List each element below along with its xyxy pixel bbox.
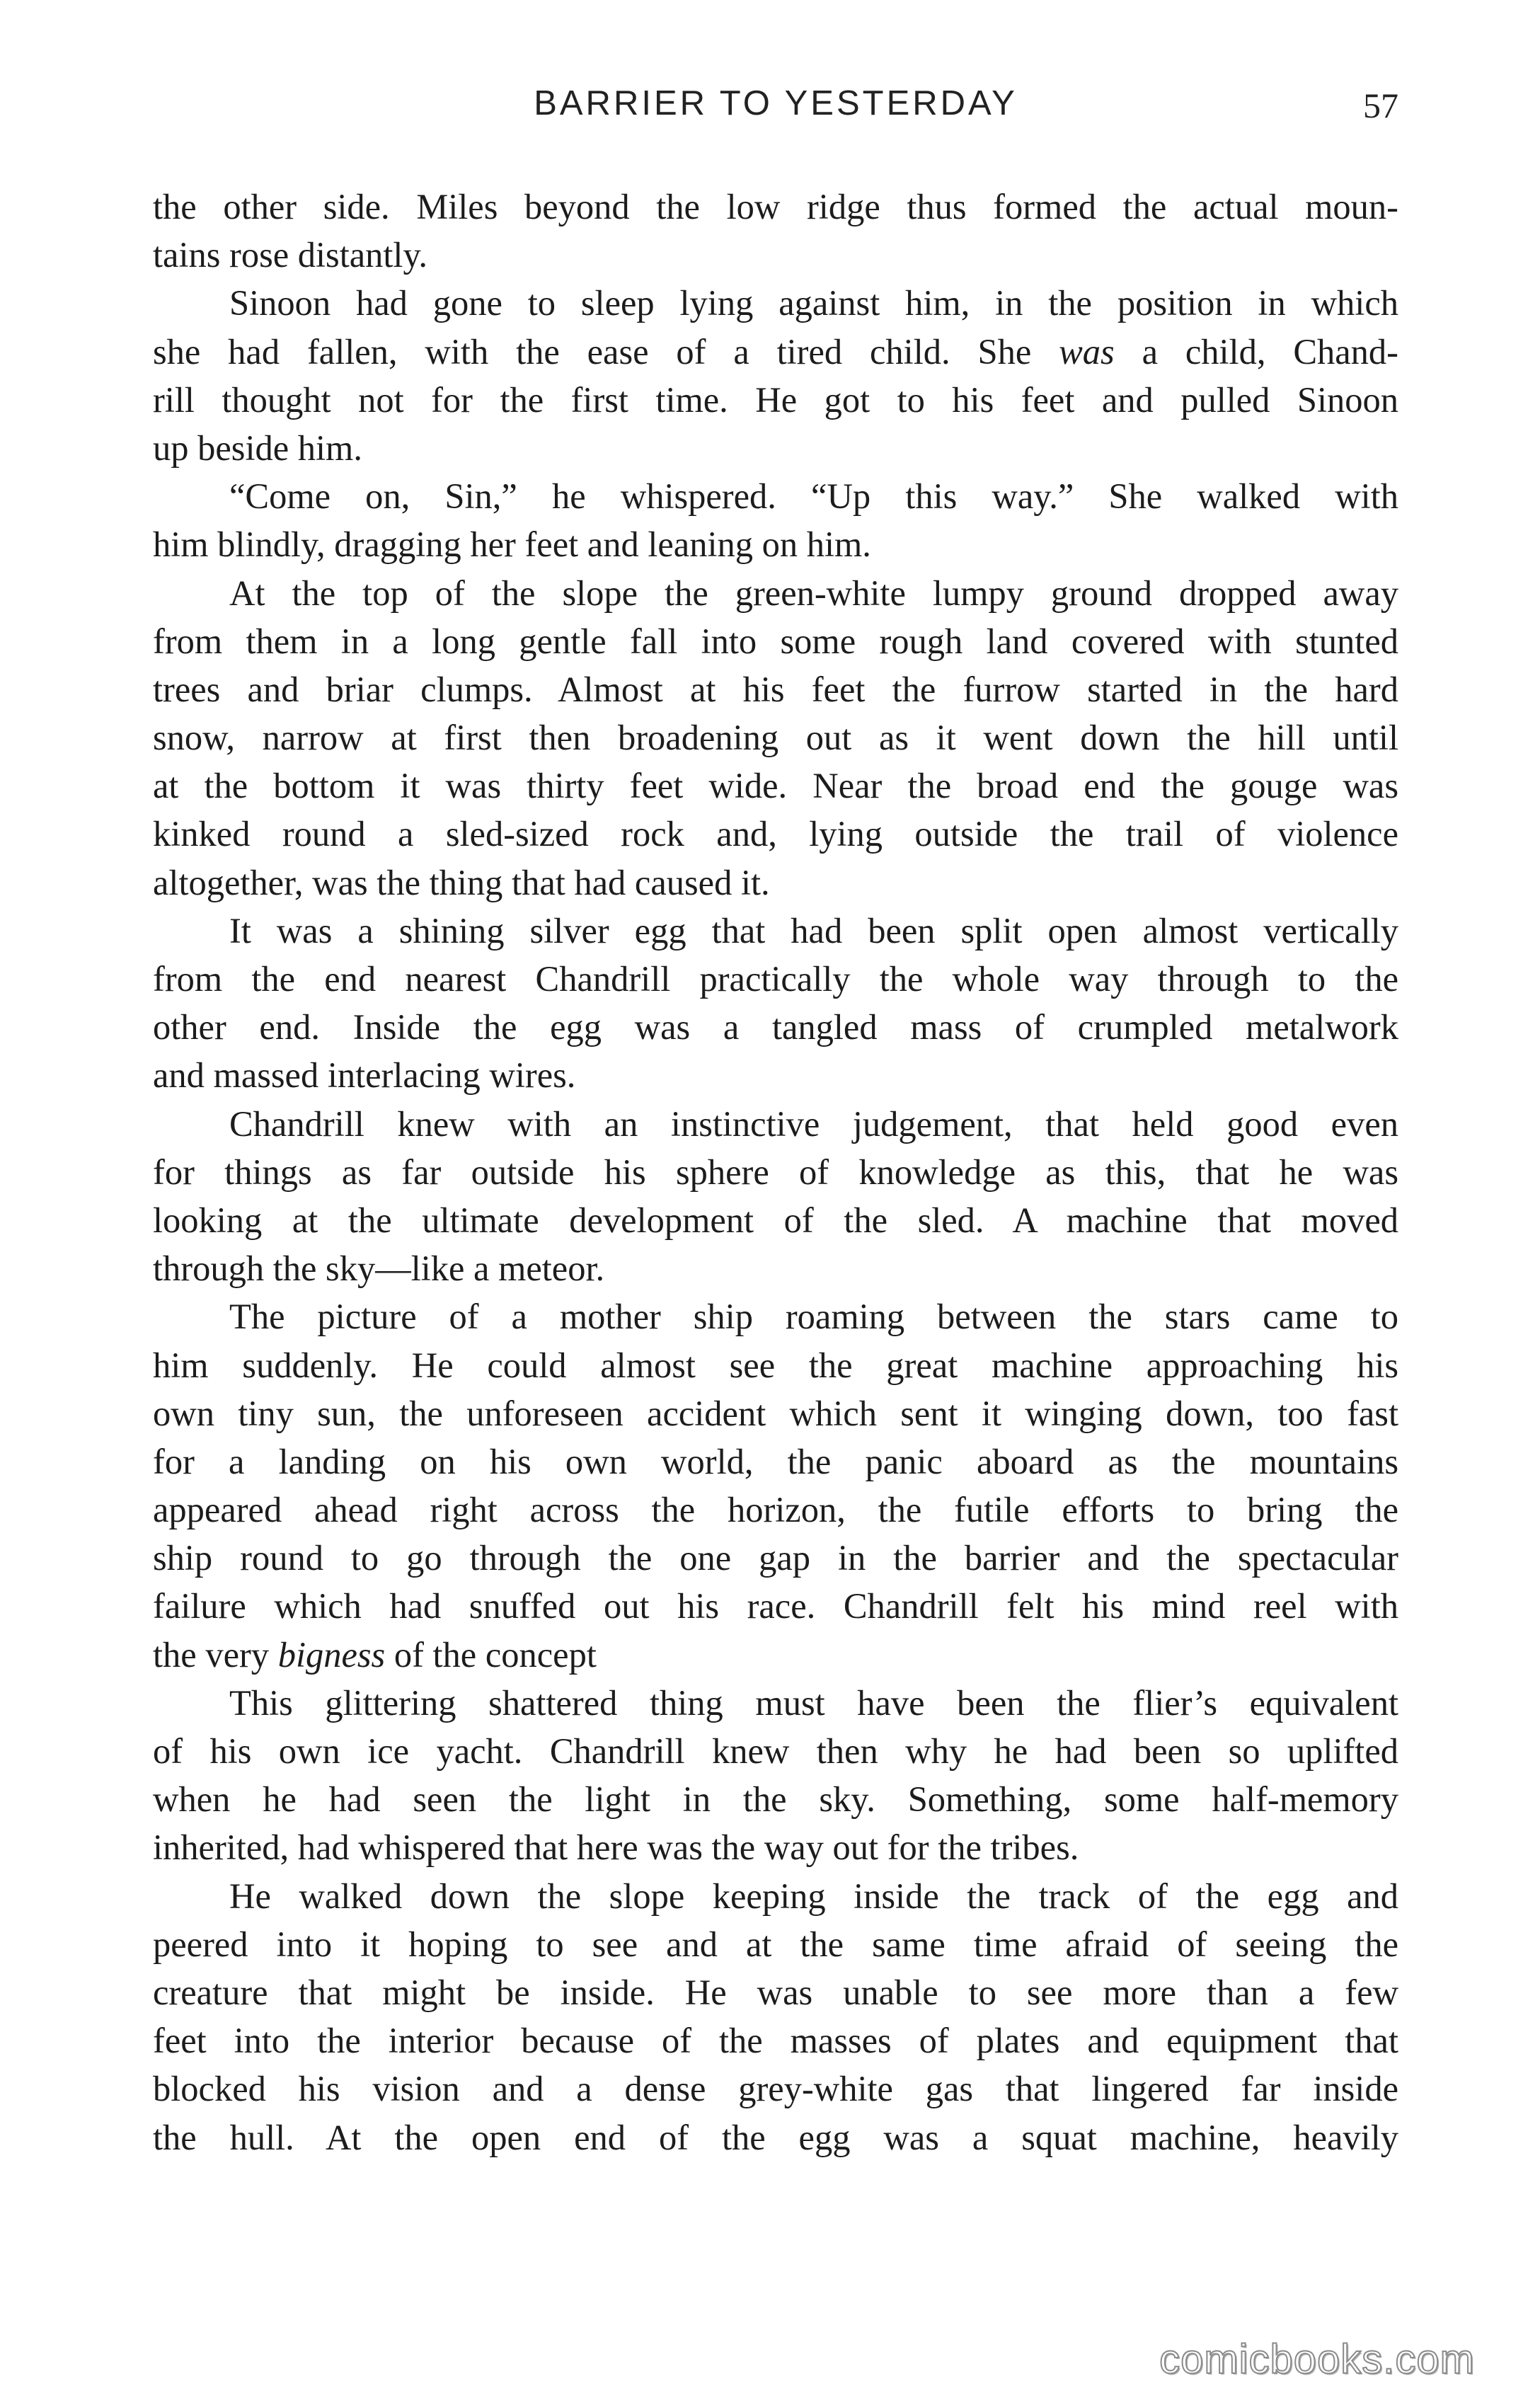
text-line: At the top of the slope the green-white lumpy ground dropped away xyxy=(229,573,1398,613)
site-watermark: comicbooks.com xyxy=(1159,2336,1475,2382)
text-line: It was a shining silver egg that had been split open almost vertically xyxy=(229,910,1398,951)
text-line: through the sky—like a meteor. xyxy=(153,1249,605,1289)
text-line: own tiny sun, the unforeseen accident which sent it winging down, too fast xyxy=(153,1393,1398,1433)
text-line: kinked round a sled-sized rock and, lying outside the trail of violence xyxy=(153,814,1398,854)
text-line: at the bottom it was thirty feet wide. Near the broad end the gouge was xyxy=(153,766,1398,806)
text-line: altogether, was the thing that had caused it. xyxy=(153,862,770,902)
text-line: failure which had snuffed out his race. Chandrill felt his mind reel with xyxy=(153,1586,1398,1626)
text-segment: of the concept xyxy=(385,1634,597,1675)
text-line xyxy=(153,328,1398,376)
text-line: of his own ice yacht. Chandrill knew then why he had been so uplifted xyxy=(153,1731,1398,1771)
text-line: other end. Inside the egg was a tangled mass of crumpled metalwork xyxy=(153,1007,1398,1047)
text-line: blocked his vision and a dense grey-white gas that lingered far inside xyxy=(153,2069,1398,2109)
page-number: 57 xyxy=(1363,86,1398,125)
text-line: for things as far outside his sphere of knowledge as this, that he was xyxy=(153,1152,1398,1192)
text-line: looking at the ultimate development of the sled. A machine that moved xyxy=(153,1200,1398,1240)
text-line: the hull. At the open end of the egg was a squat machine, heavily xyxy=(153,2117,1398,2157)
text-line: the other side. Miles beyond the low ridge thus formed the actual moun- xyxy=(153,187,1398,226)
text-line: appeared ahead right across the horizon, the futile efforts to bring the xyxy=(153,1490,1398,1530)
text-line: from them in a long gentle fall into some rough land covered with stunted xyxy=(153,621,1398,661)
text-line: him suddenly. He could almost see the great machine approaching his xyxy=(153,1345,1398,1385)
text-line: Chandrill knew with an instinctive judgement, that held good even xyxy=(229,1103,1398,1144)
text-segment: she had fallen, with the ease of a tired child. She xyxy=(153,331,1059,372)
text-line: peered into it hoping to see and at the same time afraid of seeing the xyxy=(153,1924,1398,1964)
text-line: for a landing on his own world, the panic aboard as the mountains xyxy=(153,1441,1398,1481)
text-line: him blindly, dragging her feet and leaning on him. xyxy=(153,524,871,565)
text-line: snow, narrow at first then broadening out as it went down the hill until xyxy=(153,718,1398,758)
text-line: ship round to go through the one gap in the barrier and the spectacular xyxy=(153,1538,1398,1578)
text-line: rill thought not for the first time. He got to his feet and pulled Sinoon xyxy=(153,379,1398,420)
text-line: He walked down the slope keeping inside the track of the egg and xyxy=(229,1876,1398,1916)
text-line: Sinoon had gone to sleep lying against him, in the position in which xyxy=(229,283,1398,323)
italic-emphasis: bigness xyxy=(277,1634,386,1675)
text-line: The picture of a mother ship roaming between the stars came to xyxy=(229,1297,1398,1337)
text-line: trees and briar clumps. Almost at his feet the furrow started in the hard xyxy=(153,669,1398,709)
text-line: from the end nearest Chandrill practically the whole way through to the xyxy=(153,959,1398,999)
body-text xyxy=(153,183,1398,2162)
text-line: tains rose distantly. xyxy=(153,235,428,275)
text-line: feet into the interior because of the masses of plates and equipment that xyxy=(153,2021,1398,2061)
text-line: and massed interlacing wires. xyxy=(153,1055,576,1096)
text-segment: a child, Chand- xyxy=(1114,331,1398,372)
running-title: BARRIER TO YESTERDAY xyxy=(534,84,1018,122)
text-line: “Come on, Sin,” he whispered. “Up this way.” She walked with xyxy=(229,476,1398,517)
text-line: creature that might be inside. He was unable to see more than a few xyxy=(153,1972,1398,2012)
running-head xyxy=(153,84,1398,140)
text-line: when he had seen the light in the sky. Something, some half-memory xyxy=(153,1779,1398,1820)
text-line xyxy=(153,1631,1398,1679)
text-segment: the very xyxy=(153,1634,278,1675)
text-line: inherited, had whispered that here was the way out for the tribes. xyxy=(153,1827,1079,1868)
text-line: This glittering shattered thing must have been the flier’s equivalent xyxy=(229,1682,1398,1723)
text-line: up beside him. xyxy=(153,427,362,468)
italic-emphasis: was xyxy=(1059,331,1115,372)
